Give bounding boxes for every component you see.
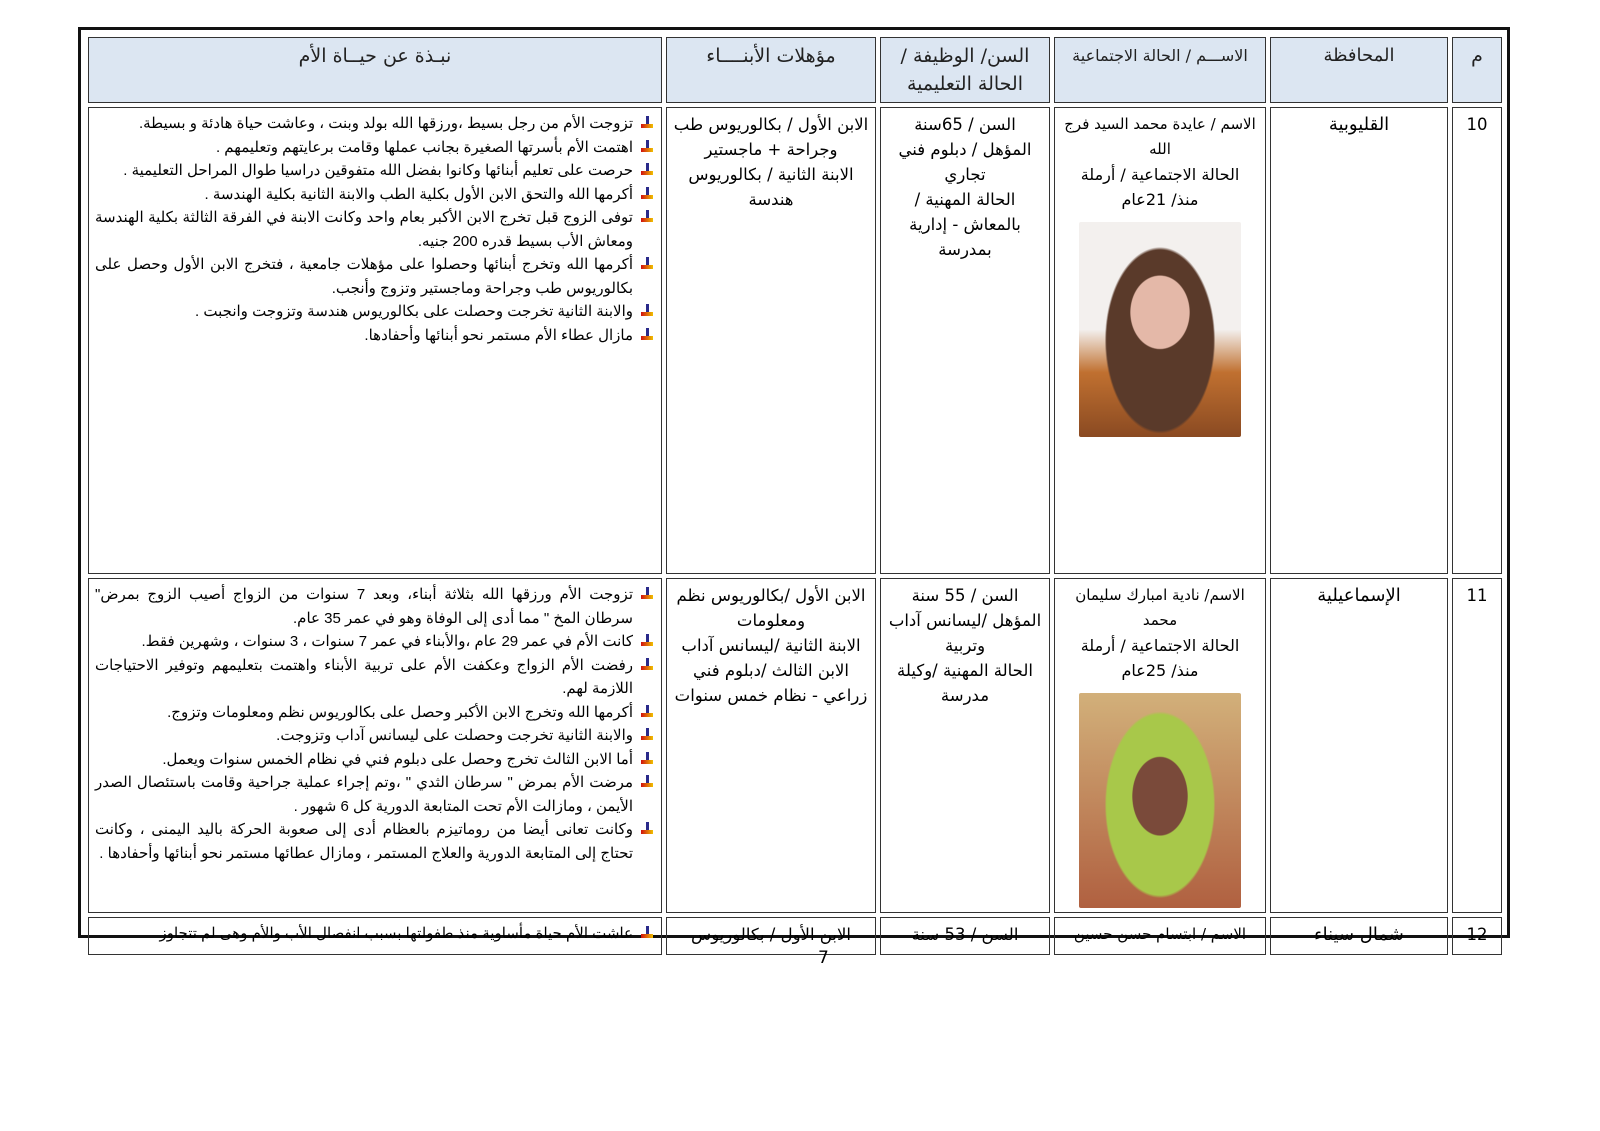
bio-item [95, 701, 655, 725]
marital-status: الحالة الاجتماعية / أرملة [1080, 165, 1240, 184]
sons-line: الابنة الثانية /ليسانس آداب [681, 636, 861, 655]
name-cell [1054, 917, 1266, 955]
header-sons: مؤهلات الأبنــــاء [666, 37, 876, 103]
bio-item [95, 748, 655, 772]
governorate: الإسماعيلية [1317, 585, 1401, 606]
bio-text: وكانت تعانى أيضا من روماتيزم بالعظام أدى إلى صعوبة الحركة باليد اليمنى ، وكانت تحتاج إلى المتابعة الدورية والعلاج المستمر ، ومازال عطائها مستمر نحو أبنائها وأحفادها . [95, 821, 633, 862]
bullet-arrow-icon [641, 187, 653, 201]
bio-text: اهتمت الأم بأسرتها الصغيرة بجانب عملها وقامت برعايتهم وتعليمهم . [215, 138, 633, 156]
age-cell [880, 107, 1050, 574]
row-number: 10 [1452, 107, 1502, 574]
bio-item [95, 724, 655, 748]
bio-item [95, 818, 655, 865]
bio-item [95, 583, 655, 630]
bullet-arrow-icon [641, 658, 653, 672]
bio-item [95, 771, 655, 818]
bio-text: تزوجت الأم من رجل بسيط ،ورزقها الله بولد وبنت ، وعاشت حياة هادئة و بسيطة. [138, 115, 633, 132]
bio-item [95, 253, 655, 300]
table-row [88, 578, 1502, 913]
widowed-since: منذ/ 21عام [1121, 190, 1199, 209]
sons-cell [666, 917, 876, 955]
bio-item [95, 112, 655, 136]
bullet-arrow-icon [641, 926, 653, 940]
marital-status: الحالة الاجتماعية / أرملة [1080, 636, 1240, 655]
bio-text: تزوجت الأم ورزقها الله بثلاثة أبناء، وبعد 7 سنوات من الزواج أصيب الزوج بمرض" سرطان المخ " مما أدى إلى الوفاة وهو في عمر 35 عام. [95, 586, 633, 627]
governorate-cell [1270, 578, 1448, 913]
bio-item [95, 159, 655, 183]
bullet-arrow-icon [641, 163, 653, 177]
age-line: الحالة المهنية /وكيلة مدرسة [897, 661, 1033, 705]
bio-text: أكرمها الله والتحق الابن الأول بكلية الطب والابنة الثانية بكلية الهندسة . [204, 185, 633, 203]
bio-text: توفى الزوج قبل تخرج الابن الأكبر بعام واحد وكانت الابنة في الفرقة الثالثة بكلية الهندسة ومعاش الأب بسيط قدره 200 جنيه. [95, 209, 633, 250]
header-governorate: المحافظة [1270, 37, 1448, 103]
age-line: السن / 53 سنة [911, 925, 1019, 944]
sons-line: الابن الأول /بكالوريوس نظم ومعلومات [676, 586, 866, 630]
age-line: المؤهل /ليسانس آداب وتربية [888, 611, 1042, 655]
sons-line: الابنة الثانية / بكالوريوس هندسة [688, 165, 854, 209]
row-number: 12 [1452, 917, 1502, 955]
bio-item [95, 183, 655, 207]
bio-text: أكرمها الله وتخرج الابن الأكبر وحصل على بكالوريوس نظم ومعلومات وتزوج. [167, 703, 633, 721]
bio-cell [88, 917, 662, 955]
mothers-table [84, 33, 1506, 959]
bio-item [95, 136, 655, 160]
bio-item [95, 922, 655, 946]
bullet-arrow-icon [641, 304, 653, 318]
bullet-arrow-icon [641, 116, 653, 130]
bullet-arrow-icon [641, 587, 653, 601]
bio-text: رفضت الأم الزواج وعكفت الأم على تربية الأبناء واهتمت بتعليمهم وتوفير الاحتياجات اللازمة لهم. [95, 656, 633, 697]
header-name: الاســـم / الحالة الاجتماعية [1054, 37, 1266, 103]
bio-item [95, 654, 655, 701]
mother-photo [1079, 693, 1241, 908]
bullet-arrow-icon [641, 705, 653, 719]
bio-text: عاشت الأم حياة مأساوية منذ طفولتها بسبب انفصال الأب والأم وهى لم تتجاوز [159, 925, 633, 942]
bio-text: مازال عطاء الأم مستمر نحو أبنائها وأحفادها. [364, 326, 633, 344]
governorate-cell [1270, 917, 1448, 955]
table-header [88, 37, 1502, 103]
bullet-arrow-icon [641, 728, 653, 742]
age-line: الحالة المهنية / بالمعاش - إدارية بمدرسة [909, 190, 1021, 259]
bio-item [95, 630, 655, 654]
bio-text: أما الابن الثالث تخرج وحصل على دبلوم فني في نظام الخمس سنوات ويعمل. [162, 750, 633, 768]
governorate: القليوبية [1328, 114, 1390, 135]
bio-cell [88, 578, 662, 913]
governorate: شمال سيناء [1314, 924, 1404, 945]
mother-name: الاسم / ابتسام حسن حسين [1073, 925, 1247, 943]
bio-text: والابنة الثانية تخرجت وحصلت على بكالوريوس هندسة وتزوجت وانجبت . [195, 303, 633, 320]
mother-name: الاسم/ نادية امبارك سليمان محمد [1075, 586, 1245, 629]
bullet-arrow-icon [641, 752, 653, 766]
bio-text: مرضت الأم بمرض " سرطان الثدي " ،وتم إجراء عملية جراحية وقامت باستئصال الصدر الأيمن ، ومازالت الأم تحت المتابعة الدورية كل 6 شهور . [95, 774, 633, 815]
bio-text: كانت الأم في عمر 29 عام ،والأبناء في عمر 7 سنوات ، 3 سنوات ، وشهرين فقط. [141, 633, 633, 650]
page-number: 7 [818, 948, 829, 968]
bio-text: أكرمها الله وتخرج أبنائها وحصلوا على مؤهلات جامعية ، فتخرج الابن الأول وحصل على بكالوريوس طب وجراحة وماجستير وتزوج وأنجب. [95, 256, 633, 297]
sons-line: الابن الأول / بكالوريوس [691, 925, 851, 944]
age-line: المؤهل / دبلوم فني تجاري [898, 140, 1032, 184]
age-cell [880, 917, 1050, 955]
bullet-arrow-icon [641, 822, 653, 836]
header-bio: نبـذة عن حيــاة الأم [88, 37, 662, 103]
bio-text: حرصت على تعليم أبنائها وكانوا بفضل الله متفوقين دراسيا طوال المراحل التعليمية . [123, 162, 633, 179]
bullet-arrow-icon [641, 210, 653, 224]
bullet-arrow-icon [641, 328, 653, 342]
bullet-arrow-icon [641, 257, 653, 271]
bullet-arrow-icon [641, 140, 653, 154]
name-cell [1054, 107, 1266, 574]
governorate-cell [1270, 107, 1448, 574]
age-line: السن / 65سنة [914, 115, 1016, 134]
bio-item [95, 300, 655, 324]
bio-cell [88, 107, 662, 574]
age-cell [880, 578, 1050, 913]
sons-line: الابن الثالث /دبلوم فني زراعي - نظام خمس سنوات [674, 661, 868, 705]
age-line: السن / 55 سنة [911, 586, 1019, 605]
sons-cell [666, 578, 876, 913]
table-row [88, 107, 1502, 574]
header-age: السن/ الوظيفة / الحالة التعليمية [880, 37, 1050, 103]
widowed-since: منذ/ 25عام [1121, 661, 1199, 680]
sons-line: الابن الأول / بكالوريوس طب وجراحة + ماجستير [673, 115, 869, 159]
table-row [88, 917, 1502, 955]
header-num: م [1452, 37, 1502, 103]
bullet-arrow-icon [641, 634, 653, 648]
sons-cell [666, 107, 876, 574]
row-number: 11 [1452, 578, 1502, 913]
mother-name: الاسم / عايدة محمد السيد فرج الله [1064, 115, 1256, 158]
bio-text: والابنة الثانية تخرجت وحصلت على ليسانس آداب وتزوجت. [276, 727, 633, 744]
bio-item [95, 324, 655, 348]
bullet-arrow-icon [641, 775, 653, 789]
mother-photo [1079, 222, 1241, 437]
bio-item [95, 206, 655, 253]
name-cell [1054, 578, 1266, 913]
